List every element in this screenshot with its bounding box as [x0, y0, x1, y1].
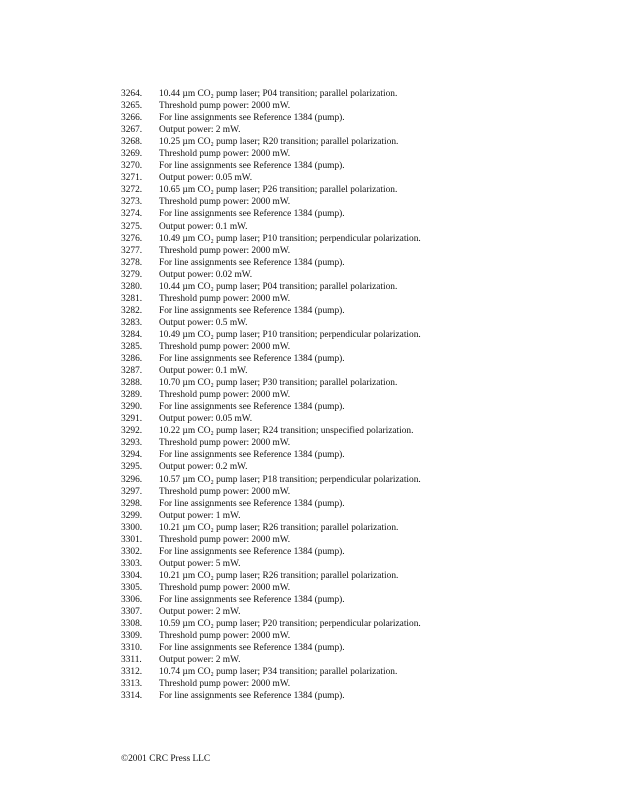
- note-text: Output power: 2 mW.: [159, 607, 241, 618]
- note-text: 10.65 µm CO₂ pump laser; P26 transition; parallel polarization.: [159, 185, 398, 196]
- copyright-footer: ©2001 CRC Press LLC: [121, 754, 211, 764]
- note-row: [0, 305, 617, 317]
- note-row: [0, 594, 617, 606]
- note-text: 10.57 µm CO₂ pump laser; P18 transition; perpendicular polarization.: [159, 474, 421, 485]
- note-row: [0, 269, 617, 281]
- note-number: 3277.: [121, 245, 143, 256]
- note-row: [0, 618, 617, 630]
- note-text: Threshold pump power: 2000 mW.: [159, 149, 291, 160]
- note-text: For line assignments see Reference 1384 (pump).: [159, 643, 345, 654]
- note-row: [0, 449, 617, 461]
- note-text: For line assignments see Reference 1384 (pump).: [159, 305, 345, 316]
- note-row: [0, 148, 617, 160]
- note-row: [0, 474, 617, 486]
- note-row: [0, 245, 617, 257]
- note-text: Output power: 2 mW.: [159, 125, 241, 136]
- note-number: 3297.: [121, 486, 143, 497]
- note-text: 10.25 µm CO₂ pump laser; R20 transition; parallel polarization.: [159, 137, 399, 148]
- note-text: Threshold pump power: 2000 mW.: [159, 631, 291, 642]
- note-text: For line assignments see Reference 1384 (pump).: [159, 402, 345, 413]
- note-row: [0, 510, 617, 522]
- note-number: 3301.: [121, 534, 143, 545]
- note-row: [0, 365, 617, 377]
- note-row: [0, 522, 617, 534]
- note-number: 3306.: [121, 594, 143, 605]
- note-text: Threshold pump power: 2000 mW.: [159, 390, 291, 401]
- note-number: 3279.: [121, 269, 143, 280]
- note-number: 3284.: [121, 329, 143, 340]
- note-row: [0, 136, 617, 148]
- note-row: [0, 353, 617, 365]
- note-number: 3294.: [121, 450, 143, 461]
- note-row: [0, 413, 617, 425]
- note-number: 3309.: [121, 631, 143, 642]
- note-text: 10.49 µm CO₂ pump laser; P10 transition; perpendicular polarization.: [159, 329, 421, 340]
- note-text: Output power: 0.1 mW.: [159, 366, 248, 377]
- note-number: 3267.: [121, 125, 143, 136]
- note-text: 10.22 µm CO₂ pump laser; R24 transition; unspecified polarization.: [159, 426, 414, 437]
- notes-list: [0, 88, 617, 702]
- note-row: [0, 160, 617, 172]
- note-row: [0, 196, 617, 208]
- note-number: 3307.: [121, 607, 143, 618]
- note-text: For line assignments see Reference 1384 (pump).: [159, 161, 345, 172]
- note-row: [0, 112, 617, 124]
- note-text: Threshold pump power: 2000 mW.: [159, 438, 291, 449]
- note-row: [0, 690, 617, 702]
- note-row: [0, 329, 617, 341]
- note-text: Output power: 2 mW.: [159, 655, 241, 666]
- note-text: Output power: 0.05 mW.: [159, 414, 253, 425]
- note-number: 3275.: [121, 221, 143, 232]
- note-number: 3314.: [121, 691, 143, 702]
- note-text: Output power: 0.05 mW.: [159, 173, 253, 184]
- note-text: Output power: 0.5 mW.: [159, 317, 248, 328]
- note-text: Output power: 0.02 mW.: [159, 269, 253, 280]
- note-number: 3283.: [121, 317, 143, 328]
- note-text: 10.74 µm CO₂ pump laser; P34 transition; parallel polarization.: [159, 667, 398, 678]
- note-row: [0, 630, 617, 642]
- note-row: [0, 582, 617, 594]
- note-number: 3305.: [121, 582, 143, 593]
- note-number: 3265.: [121, 101, 143, 112]
- note-text: For line assignments see Reference 1384 (pump).: [159, 450, 345, 461]
- note-text: For line assignments see Reference 1384 (pump).: [159, 498, 345, 509]
- note-text: 10.49 µm CO₂ pump laser; P10 transition; perpendicular polarization.: [159, 233, 421, 244]
- note-text: For line assignments see Reference 1384 (pump).: [159, 354, 345, 365]
- note-row: [0, 461, 617, 473]
- note-row: [0, 317, 617, 329]
- note-row: [0, 293, 617, 305]
- note-number: 3268.: [121, 137, 143, 148]
- note-number: 3298.: [121, 498, 143, 509]
- note-number: 3286.: [121, 354, 143, 365]
- note-number: 3313.: [121, 679, 143, 690]
- note-row: [0, 221, 617, 233]
- note-row: [0, 570, 617, 582]
- note-number: 3299.: [121, 510, 143, 521]
- note-row: [0, 88, 617, 100]
- note-number: 3285.: [121, 341, 143, 352]
- note-number: 3312.: [121, 667, 143, 678]
- note-text: Output power: 5 mW.: [159, 558, 241, 569]
- note-number: 3311.: [121, 655, 142, 666]
- note-row: [0, 377, 617, 389]
- note-row: [0, 100, 617, 112]
- note-row: [0, 546, 617, 558]
- note-number: 3270.: [121, 161, 143, 172]
- note-number: 3269.: [121, 149, 143, 160]
- note-number: 3310.: [121, 643, 143, 654]
- note-text: For line assignments see Reference 1384 (pump).: [159, 257, 345, 268]
- note-text: Output power: 1 mW.: [159, 510, 241, 521]
- note-number: 3282.: [121, 305, 143, 316]
- note-text: Threshold pump power: 2000 mW.: [159, 341, 291, 352]
- note-number: 3273.: [121, 197, 143, 208]
- note-text: Output power: 0.2 mW.: [159, 462, 248, 473]
- note-number: 3302.: [121, 546, 143, 557]
- note-row: [0, 281, 617, 293]
- note-number: 3281.: [121, 293, 143, 304]
- note-row: [0, 172, 617, 184]
- note-row: [0, 498, 617, 510]
- note-text: Threshold pump power: 2000 mW.: [159, 245, 291, 256]
- note-row: [0, 606, 617, 618]
- note-text: Output power: 0.1 mW.: [159, 221, 248, 232]
- note-text: Threshold pump power: 2000 mW.: [159, 293, 291, 304]
- note-number: 3278.: [121, 257, 143, 268]
- note-row: [0, 208, 617, 220]
- note-number: 3296.: [121, 474, 143, 485]
- note-text: Threshold pump power: 2000 mW.: [159, 534, 291, 545]
- note-text: 10.21 µm CO₂ pump laser; R26 transition; parallel polarization.: [159, 522, 399, 533]
- note-text: Threshold pump power: 2000 mW.: [159, 101, 291, 112]
- note-row: [0, 534, 617, 546]
- note-number: 3272.: [121, 185, 143, 196]
- note-row: [0, 425, 617, 437]
- note-text: For line assignments see Reference 1384 (pump).: [159, 546, 345, 557]
- note-row: [0, 389, 617, 401]
- note-text: For line assignments see Reference 1384 (pump).: [159, 594, 345, 605]
- note-number: 3303.: [121, 558, 143, 569]
- note-row: [0, 666, 617, 678]
- note-number: 3292.: [121, 426, 143, 437]
- note-number: 3289.: [121, 390, 143, 401]
- note-number: 3308.: [121, 619, 143, 630]
- note-number: 3264.: [121, 89, 143, 99]
- note-text: 10.70 µm CO₂ pump laser; P30 transition; parallel polarization.: [159, 378, 398, 389]
- note-text: Threshold pump power: 2000 mW.: [159, 582, 291, 593]
- note-text: Threshold pump power: 2000 mW.: [159, 197, 291, 208]
- note-row: [0, 184, 617, 196]
- note-row: [0, 486, 617, 498]
- note-row: [0, 341, 617, 353]
- note-number: 3287.: [121, 366, 143, 377]
- note-row: [0, 642, 617, 654]
- note-number: 3266.: [121, 113, 143, 124]
- note-text: 10.21 µm CO₂ pump laser; R26 transition; parallel polarization.: [159, 570, 399, 581]
- note-number: 3295.: [121, 462, 143, 473]
- note-row: [0, 233, 617, 245]
- note-number: 3276.: [121, 233, 143, 244]
- note-row: [0, 257, 617, 269]
- note-number: 3304.: [121, 570, 143, 581]
- note-row: [0, 558, 617, 570]
- note-row: [0, 437, 617, 449]
- note-number: 3271.: [121, 173, 143, 184]
- note-number: 3291.: [121, 414, 143, 425]
- note-text: For line assignments see Reference 1384 (pump).: [159, 691, 345, 702]
- note-text: For line assignments see Reference 1384 (pump).: [159, 113, 345, 124]
- note-row: [0, 654, 617, 666]
- note-row: [0, 401, 617, 413]
- note-number: 3288.: [121, 378, 143, 389]
- note-text: For line assignments see Reference 1384 (pump).: [159, 209, 345, 220]
- note-number: 3280.: [121, 281, 143, 292]
- note-text: Threshold pump power: 2000 mW.: [159, 679, 291, 690]
- note-number: 3274.: [121, 209, 143, 220]
- note-text: 10.59 µm CO₂ pump laser; P20 transition; perpendicular polarization.: [159, 619, 421, 630]
- note-row: [0, 678, 617, 690]
- note-row: [0, 124, 617, 136]
- note-number: 3300.: [121, 522, 143, 533]
- note-number: 3293.: [121, 438, 143, 449]
- note-text: 10.44 µm CO₂ pump laser; P04 transition; parallel polarization.: [159, 89, 398, 99]
- note-text: Threshold pump power: 2000 mW.: [159, 486, 291, 497]
- note-text: 10.44 µm CO₂ pump laser; P04 transition; parallel polarization.: [159, 281, 398, 292]
- note-number: 3290.: [121, 402, 143, 413]
